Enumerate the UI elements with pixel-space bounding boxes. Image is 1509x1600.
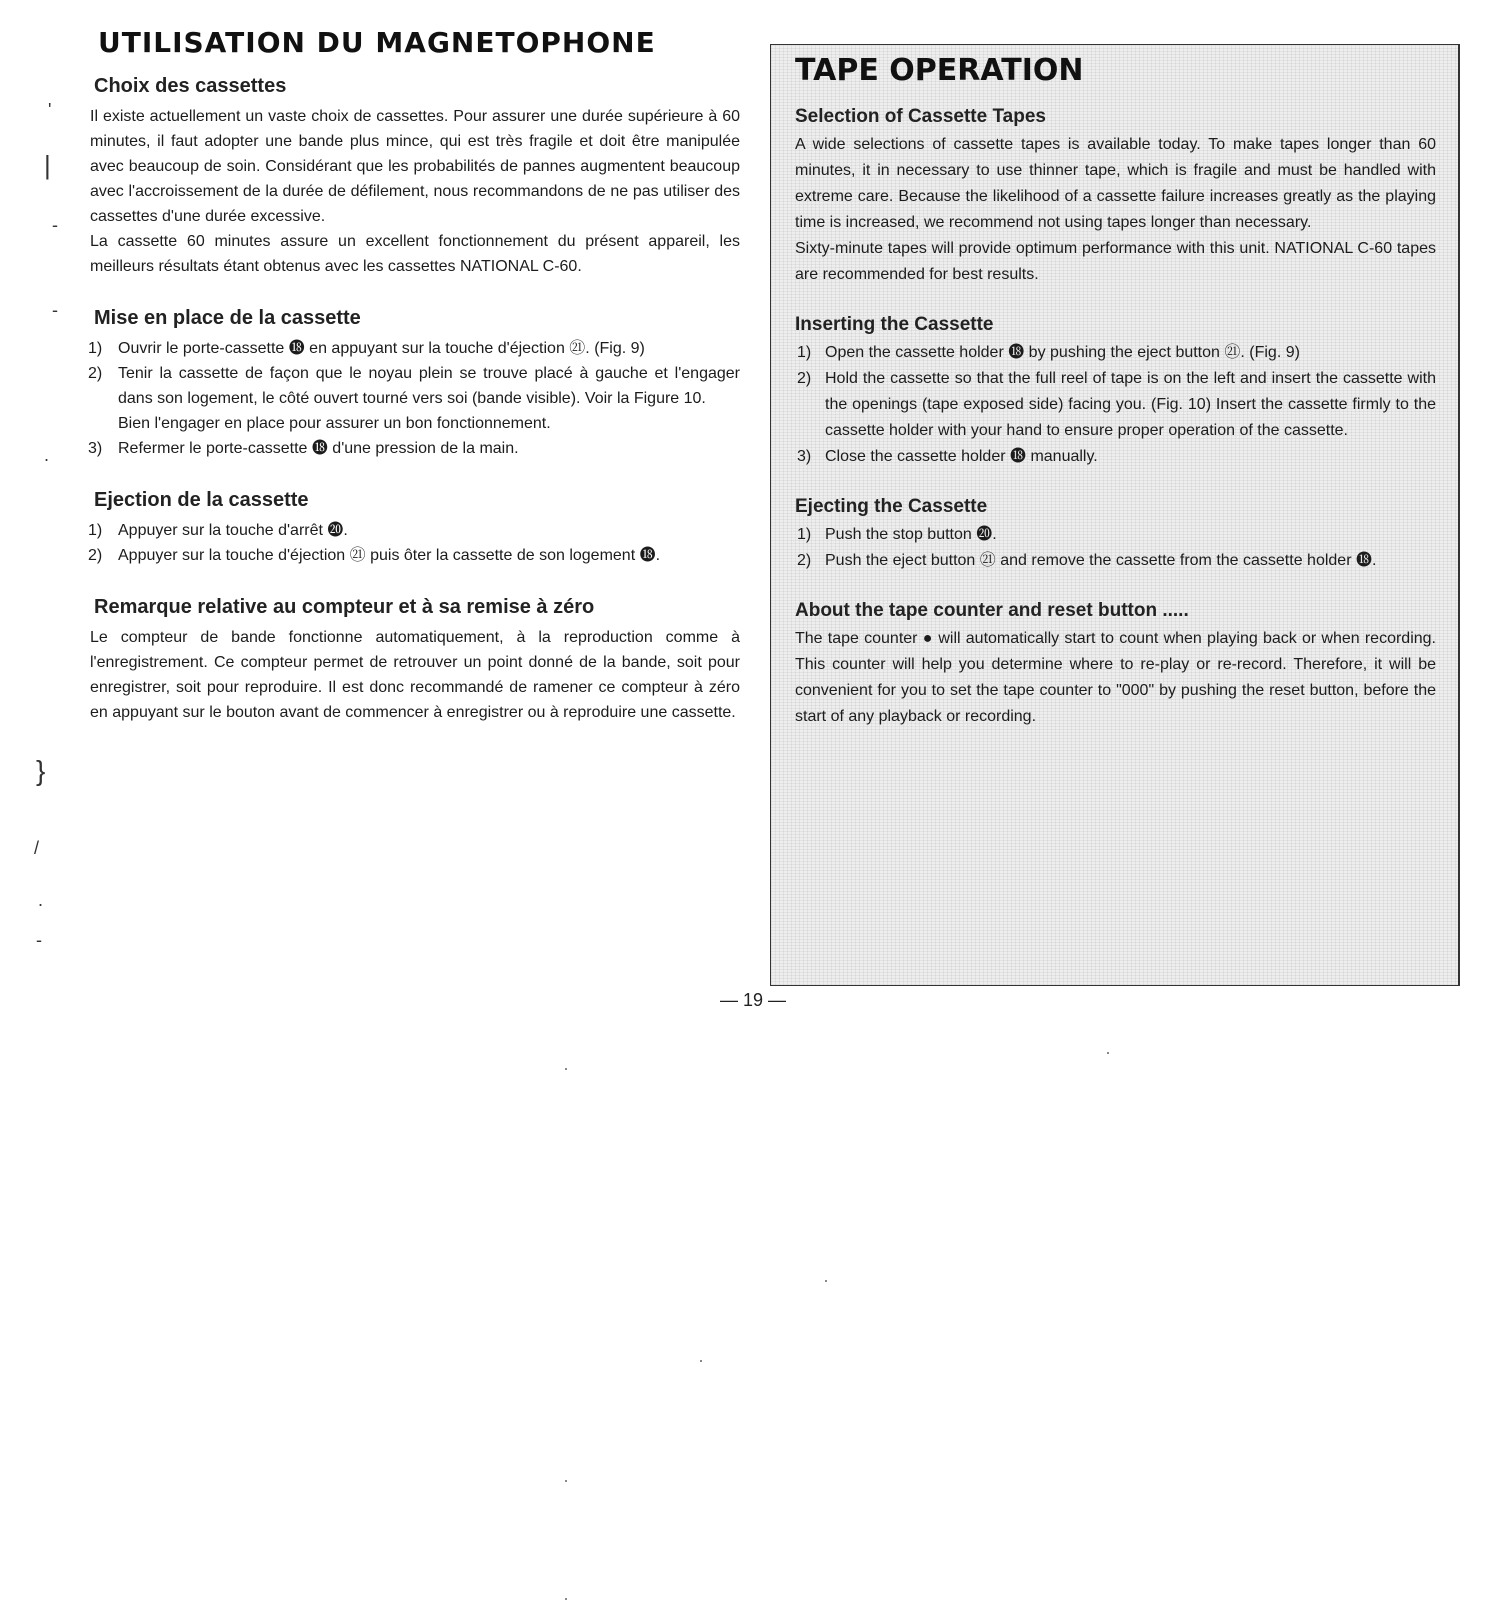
list-item: 1) Ouvrir le porte-cassette ⓲ en appuyant sur la touche d'éjection ㉑. (Fig. 9)	[88, 340, 645, 357]
french-mise-en-place-list	[80, 336, 740, 461]
english-ejecting-list	[795, 522, 1436, 574]
list-item: 2) Appuyer sur la touche d'éjection ㉑ puis ôter la cassette de son logement ⓲.	[88, 547, 661, 564]
french-choix-paragraph-1: Il existe actuellement un vaste choix de cassettes. Pour assurer une durée supérieure à 60 minutes, il faut adopter une bande plus mince, qui est très fragile et doit être manipulée avec beaucoup de soin. Considérant que les probabilités de pannes augmentent beaucoup avec l'accroissement de la durée de défilement, nous recommandons de ne pas utiliser des cassettes d'une durée excessive.	[90, 108, 740, 225]
french-choix-paragraph-2: La cassette 60 minutes assure un excellent fonctionnement du présent appareil, les meilleurs résultats étant obtenus avec les cassettes NATIONAL C-60.	[90, 233, 740, 275]
english-page-title: TAPE OPERATION	[795, 53, 1084, 88]
french-heading-remarque: Remarque relative au compteur et à sa remise à zéro	[94, 596, 595, 618]
english-selection-paragraph-2: Sixty-minute tapes will provide optimum performance with this unit. NATIONAL C-60 tapes are recommended for best results.	[795, 240, 1436, 283]
list-item: 1) Open the cassette holder ⓲ by pushing the eject button ㉑. (Fig. 9)	[797, 344, 1300, 361]
scan-speck	[565, 1068, 567, 1070]
english-heading-ejecting: Ejecting the Cassette	[795, 496, 988, 517]
list-item: 3) Close the cassette holder ⓲ manually.	[797, 448, 1098, 465]
scan-mark: /	[34, 838, 40, 858]
scan-mark: -	[52, 215, 58, 235]
list-item: 1) Appuyer sur la touche d'arrêt ⓴.	[88, 522, 348, 539]
scan-mark: .	[44, 445, 50, 465]
scan-mark: -	[36, 930, 42, 950]
english-heading-counter: About the tape counter and reset button .....	[795, 600, 1189, 621]
list-item: 2) Hold the cassette so that the full reel of tape is on the left and insert the cassette with the openings (tape exposed side) facing you. (Fig. 10) Insert the cassette firmly to the cassette holder with your hand to ensure proper operation of the cassette.	[797, 370, 1436, 439]
list-item: 2) Push the eject button ㉑ and remove the cassette from the cassette holder ⓲.	[797, 552, 1377, 569]
scan-speck	[825, 1280, 827, 1282]
french-page-title: UTILISATION DU MAGNETOPHONE	[98, 26, 656, 59]
english-selection-paragraph-1: A wide selections of cassette tapes is available today. To make tapes longer than 60 minutes, it in necessary to use thinner tape, which is fragile and must be handled with extreme care. Because the likelihood of a cassette failure increases greatly as the playing time is increased, we recommend not using tapes longer than necessary.	[795, 136, 1436, 231]
english-column-box	[770, 44, 1460, 986]
french-heading-choix: Choix des cassettes	[94, 75, 287, 97]
scan-speck	[565, 1480, 567, 1482]
scan-mark: -	[52, 300, 58, 320]
english-heading-selection: Selection of Cassette Tapes	[795, 106, 1046, 127]
scan-mark: '	[48, 100, 52, 120]
page-number: — 19 —	[720, 990, 787, 1010]
french-remarque-paragraph: Le compteur de bande fonctionne automatiquement, à la reproduction comme à l'enregistrement. Ce compteur permet de retrouver un point donné de la bande, soit pour enregistrer, soit pour reproduire. Il est donc recommandé de ramener ce compteur à zéro en appuyant sur le bouton avant de commencer à enregistrer ou à reproduire une cassette.	[90, 629, 740, 721]
french-ejection-list	[80, 518, 740, 568]
english-inserting-list	[795, 340, 1436, 470]
list-item: 2) Tenir la cassette de façon que le noyau plein se trouve placé à gauche et l'engager dans son logement, le côté ouvert tourné vers soi (bande visible). Voir la Figure 10. Bien l'engager en place pour assurer un bon fonctionnement.	[88, 365, 740, 432]
english-heading-inserting: Inserting the Cassette	[795, 314, 994, 335]
french-heading-mise-en-place: Mise en place de la cassette	[94, 307, 361, 329]
french-heading-ejection: Ejection de la cassette	[94, 489, 309, 511]
scan-mark: |	[44, 150, 51, 180]
scan-mark: }	[36, 755, 46, 786]
scan-speck	[1107, 1052, 1109, 1054]
scan-mark: .	[38, 890, 44, 910]
french-column	[80, 26, 740, 725]
scan-speck	[700, 1360, 702, 1362]
list-item: 3) Refermer le porte-cassette ⓲ d'une pression de la main.	[88, 440, 519, 457]
list-item: 1) Push the stop button ⓴.	[797, 526, 997, 543]
english-counter-paragraph: The tape counter ● will automatically start to count when playing back or when recording. This counter will help you determine where to re-play or re-record. Therefore, it will be convenient for you to set the tape counter to "000" by pushing the reset button, before the start of any playback or recording.	[795, 630, 1436, 725]
